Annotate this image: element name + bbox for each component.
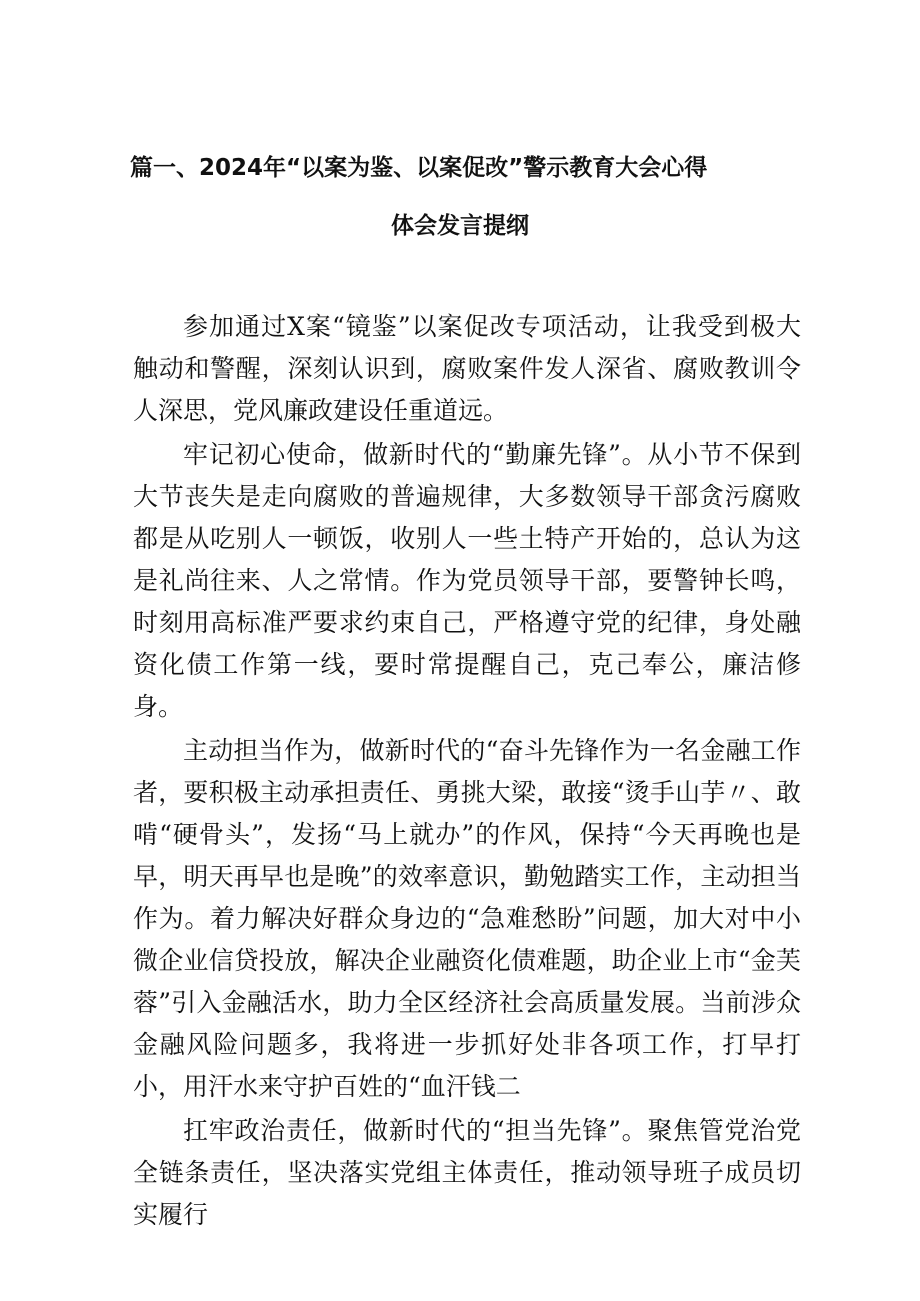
paragraph-responsibility: 主动担当作为，做新时代的“奋斗先锋作为一名金融工作者，要积极主动承担责任、勇挑大梁，敢接“烫手山芋〃、敢啃“硬骨头”，发扬“马上就办”的作风，保持“今天再晚也是早，明天再早也是晚”的效率意识，勤勉踏实工作，主动担当作为。着力解决好群众身边的“急难愁盼”问题，加大对中小微企业信贷投放，解决企业融资化债难题，助企业上市“金芙蓉”引入金融活水，助力全区经济社会高质量发展。当前涉众金融风险问题多，我将进一步抓好处非各项工作，打早打小，用汗水来守护百姓的“血汗钱二 [133,736,801,1101]
document-title-line-2: 体会发言提纲 [391,213,529,239]
paragraph-intro: 参加通过X案“镜鉴”以案促改专项活动，让我受到极大触动和警醒，深刻认识到，腐败案件发人深省、腐败教训令人深思，党风廉政建设任重道远。 [133,312,801,425]
paragraph-political-duty: 扛牢政治责任，做新时代的“担当先锋”。聚焦管党治党全链条责任，坚决落实党组主体责任，推动领导班子成员切实履行 [133,1116,801,1229]
paragraph-integrity: 牢记初心使命，做新时代的“勤廉先锋”。从小节不保到大节丧失是走向腐败的普遍规律，大多数领导干部贪污腐败都是从吃别人一顿饭，收别人一些土特产开始的，总认为这是礼尚往来、人之常情。作为党员领导干部，要警钟长鸣，时刻用高标准严要求约束自己，严格遵守党的纪律，身处融资化债工作第一线，要时常提醒自己，克己奉公，廉洁修身。 [133,440,801,721]
document-body [133,306,801,1238]
document-title-line-1: 篇一、2024年“以案为鉴、以案促改”警示教育大会心得 [130,155,708,181]
